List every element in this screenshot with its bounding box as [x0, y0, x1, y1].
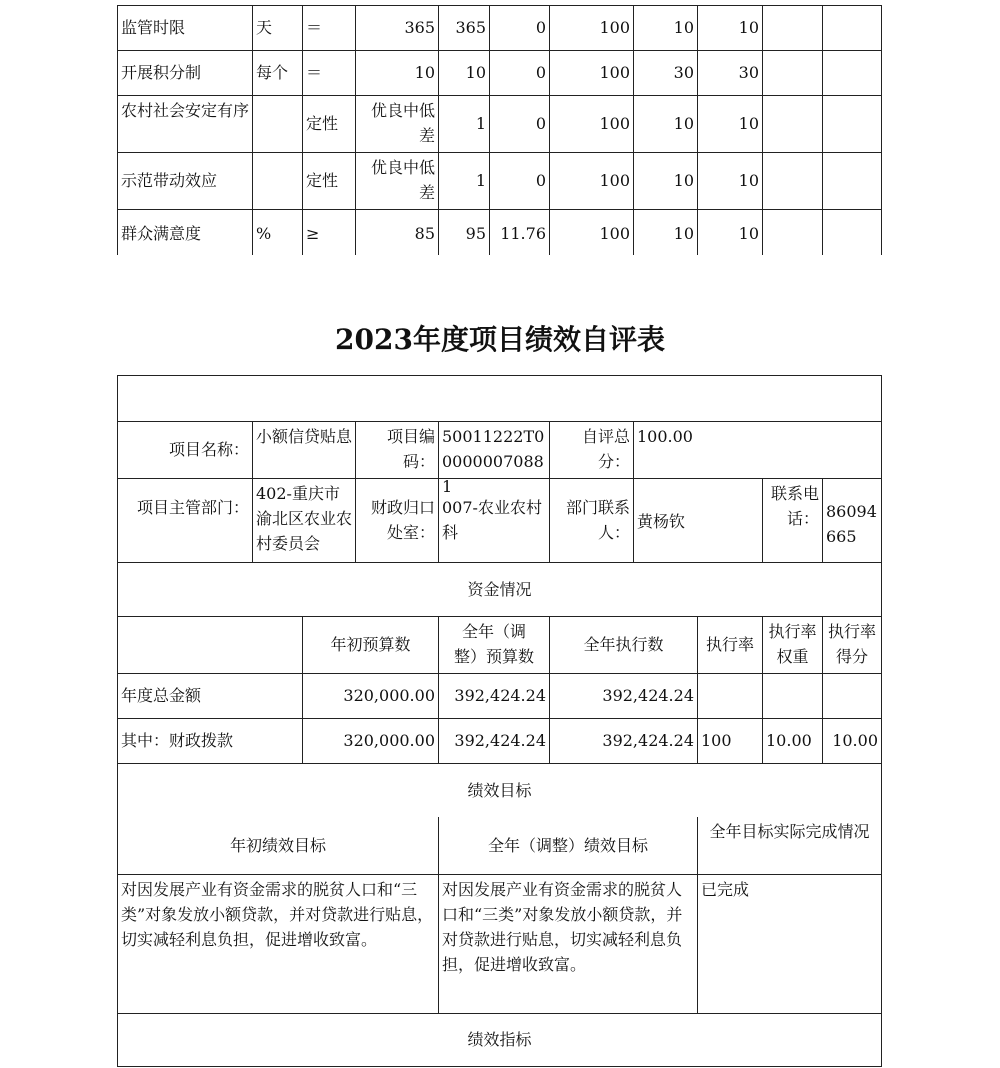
indicator-target: 85 — [355, 209, 439, 255]
contact-value: 黄杨钦 — [633, 478, 763, 563]
funds-row-label: 其中：财政拨款 — [117, 718, 303, 764]
indicator-col5 — [822, 95, 882, 153]
indicator-actual: 1 — [438, 95, 490, 153]
indicator-actual: 10 — [438, 50, 490, 96]
funds-rate-value: 100 — [697, 718, 763, 764]
indicators-section-header: 绩效指标 — [117, 1013, 882, 1067]
funds-executed-value: 392,424.24 — [549, 673, 698, 719]
indicator-col2: 10 — [633, 95, 698, 153]
indicator-col1: 100 — [549, 152, 634, 210]
funds-header-weight: 执行率权重 — [762, 616, 823, 674]
phone-label: 联系电话： — [762, 478, 823, 563]
funds-header-adjusted: 全年（调整）预算数 — [438, 616, 550, 674]
funds-section-header: 资金情况 — [117, 562, 882, 617]
indicator-actual: 95 — [438, 209, 490, 255]
funds-score-value — [822, 673, 882, 719]
indicator-col1: 100 — [549, 5, 634, 51]
dept-label: 项目主管部门： — [117, 478, 253, 563]
indicator-unit: 每个 — [252, 50, 303, 96]
indicator-unit — [252, 152, 303, 210]
finance-value: 007-农业农村科 — [438, 478, 550, 563]
self-score-label: 自评总分： — [549, 421, 634, 479]
goals-actual-text: 已完成 — [697, 874, 882, 1014]
funds-adjusted-value: 392,424.24 — [438, 718, 550, 764]
indicator-col4 — [762, 152, 823, 210]
indicator-operator: ≥ — [302, 209, 356, 255]
indicator-operator: ＝ — [302, 5, 356, 51]
indicator-col1: 100 — [549, 50, 634, 96]
indicator-name: 开展积分制 — [117, 50, 253, 96]
indicator-col5 — [822, 50, 882, 96]
indicator-name: 群众满意度 — [117, 209, 253, 255]
indicator-col4 — [762, 5, 823, 51]
indicator-name: 示范带动效应 — [117, 152, 253, 210]
contact-label: 部门联系人： — [549, 478, 634, 563]
indicator-col5 — [822, 152, 882, 210]
indicator-col2: 10 — [633, 209, 698, 255]
indicator-target: 365 — [355, 5, 439, 51]
indicator-name: 监管时限 — [117, 5, 253, 51]
indicator-deviation: 0 — [489, 152, 550, 210]
indicator-col3: 10 — [697, 152, 763, 210]
page-title: 2023年度项目绩效自评表 — [335, 323, 665, 356]
indicator-target: 优良中低差 — [355, 95, 439, 153]
indicator-col1: 100 — [549, 95, 634, 153]
goals-initial-text: 对因发展产业有资金需求的脱贫人口和“三类”对象发放小额贷款，并对贷款进行贴息，切实减轻利息负担，促进增收致富。 — [117, 874, 439, 1014]
funds-weight-value: 10.00 — [762, 718, 823, 764]
indicator-operator: 定性 — [302, 152, 356, 210]
indicator-col3: 10 — [697, 95, 763, 153]
indicator-col4 — [762, 95, 823, 153]
funds-header-rate: 执行率 — [697, 616, 763, 674]
indicator-target: 优良中低差 — [355, 152, 439, 210]
self-score-value: 100.00 — [633, 421, 882, 479]
indicator-deviation: 0 — [489, 95, 550, 153]
indicator-actual: 365 — [438, 5, 490, 51]
indicator-col5 — [822, 209, 882, 255]
indicator-actual: 1 — [438, 152, 490, 210]
indicator-col4 — [762, 50, 823, 96]
indicator-col1: 100 — [549, 209, 634, 255]
indicator-name: 农村社会安定有序 — [117, 95, 253, 153]
indicator-col3: 10 — [697, 5, 763, 51]
funds-executed-value: 392,424.24 — [549, 718, 698, 764]
indicator-col5 — [822, 5, 882, 51]
goals-header-actual: 全年目标实际完成情况 — [697, 817, 882, 875]
funds-header-blank — [117, 616, 303, 674]
project-name-label: 项目名称： — [117, 421, 253, 479]
funds-header-initial: 年初预算数 — [302, 616, 439, 674]
funds-initial-value: 320,000.00 — [302, 718, 439, 764]
project-name-value: 小额信贷贴息 — [252, 421, 356, 479]
indicator-deviation: 0 — [489, 5, 550, 51]
indicator-col3: 10 — [697, 209, 763, 255]
indicator-col4 — [762, 209, 823, 255]
indicator-operator: ＝ — [302, 50, 356, 96]
indicator-deviation: 0 — [489, 50, 550, 96]
funds-initial-value: 320,000.00 — [302, 673, 439, 719]
indicator-col2: 30 — [633, 50, 698, 96]
goals-adjusted-text: 对因发展产业有资金需求的脱贫人口和“三类”对象发放小额贷款，并对贷款进行贴息，切实减轻利息负担，促进增收致富。 — [438, 874, 698, 1014]
funds-weight-value — [762, 673, 823, 719]
finance-label: 财政归口处室： — [355, 478, 439, 563]
funds-header-executed: 全年执行数 — [549, 616, 698, 674]
phone-value: 86094665 — [822, 478, 882, 563]
indicator-operator: 定性 — [302, 95, 356, 153]
blank-header-row — [117, 375, 882, 422]
funds-score-value: 10.00 — [822, 718, 882, 764]
funds-row-label: 年度总金额 — [117, 673, 303, 719]
goals-section-header: 绩效目标 — [117, 763, 882, 818]
indicator-col3: 30 — [697, 50, 763, 96]
project-code-value: 50011222T000000070881 — [438, 421, 550, 479]
indicator-unit: % — [252, 209, 303, 255]
funds-adjusted-value: 392,424.24 — [438, 673, 550, 719]
indicator-deviation: 11.76 — [489, 209, 550, 255]
indicator-col2: 10 — [633, 152, 698, 210]
project-code-label: 项目编码： — [355, 421, 439, 479]
indicator-unit — [252, 95, 303, 153]
goals-header-adjusted: 全年（调整）绩效目标 — [438, 817, 698, 875]
funds-header-score: 执行率得分 — [822, 616, 882, 674]
goals-header-initial: 年初绩效目标 — [117, 817, 439, 875]
indicator-col2: 10 — [633, 5, 698, 51]
funds-rate-value — [697, 673, 763, 719]
indicator-unit: 天 — [252, 5, 303, 51]
dept-value: 402-重庆市渝北区农业农村委员会 — [252, 478, 356, 563]
indicator-target: 10 — [355, 50, 439, 96]
